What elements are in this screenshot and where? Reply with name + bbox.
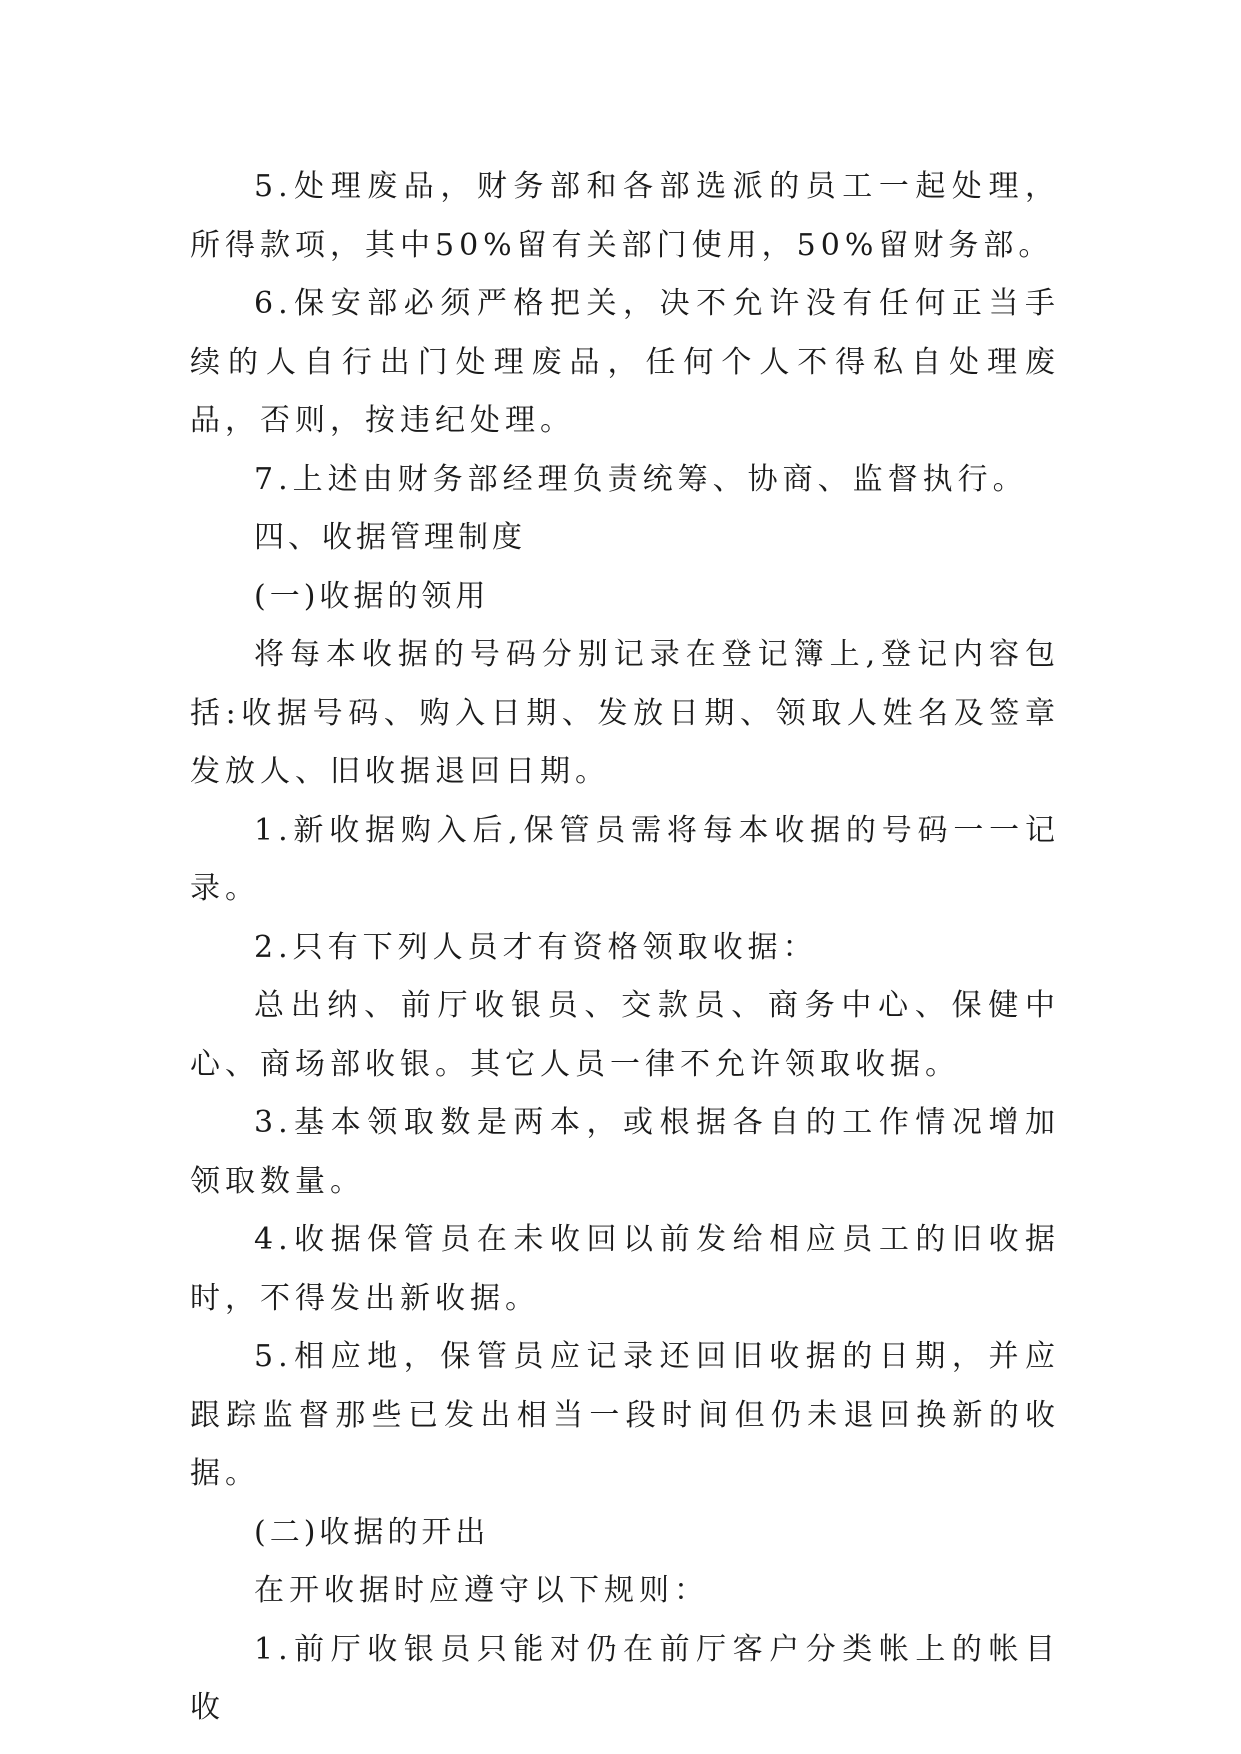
section-heading-receipt-management: 四、收据管理制度: [254, 520, 526, 555]
paragraph-register-record: 将每本收据的号码分别记录在登记簿上,登记内容包括:收据号码、购入日期、发放日期、领取人姓名及签章发放人、旧收据退回日期。: [190, 637, 1060, 789]
paragraph-rule-4: 4.收据保管员在未收回以前发给相应员工的旧收据时，不得发出新收据。: [190, 1222, 1060, 1316]
subsection-heading-receipt-writing: (二)收据的开出: [254, 1514, 490, 1550]
paragraph-rule-5: 5.相应地，保管员应记录还回旧收据的日期，并应跟踪监督那些已发出相当一段时间但仍未退回换新的收据。: [190, 1339, 1060, 1491]
paragraph-rule-3: 3.基本领取数是两本，或根据各自的工作情况增加领取数量。: [190, 1105, 1060, 1199]
paragraph-writing-rule-1: 1.前厅收银员只能对仍在前厅客户分类帐上的帐目收: [190, 1631, 1060, 1725]
paragraph-writing-rules-intro: 在开收据时应遵守以下规则：: [254, 1573, 709, 1608]
subsection-heading-receipt-issuance: (一)收据的领用: [254, 578, 490, 614]
paragraph-finance-manager: 7.上述由财务部经理负责统筹、协商、监督执行。: [254, 461, 1028, 497]
paragraph-rule-2: 2.只有下列人员才有资格领取收据：: [254, 929, 818, 965]
document-body: [190, 158, 1060, 1738]
paragraph-eligible-staff: 总出纳、前厅收银员、交款员、商务中心、保健中心、商场部收银。其它人员一律不允许领取收据。: [190, 988, 1060, 1082]
paragraph-waste-disposal: 5.处理废品，财务部和各部选派的员工一起处理，所得款项，其中50%留有关部门使用，50%留财务部。: [190, 169, 1060, 263]
paragraph-security-check: 6.保安部必须严格把关，决不允许没有任何正当手续的人自行出门处理废品，任何个人不得私自处理废品，否则，按违纪处理。: [190, 286, 1060, 438]
paragraph-rule-1: 1.新收据购入后,保管员需将每本收据的号码一一记录。: [190, 812, 1060, 906]
